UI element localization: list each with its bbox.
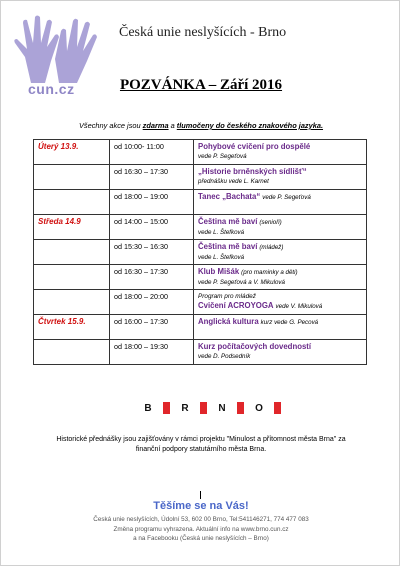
- intro-part1: Všechny akce jsou: [78, 121, 143, 130]
- schedule-activity: [194, 265, 367, 290]
- schedule-time: od 15:30 – 16:30: [110, 240, 194, 265]
- schedule-day: [34, 190, 110, 215]
- schedule-time: od 18:00 – 19:30: [110, 340, 194, 365]
- schedule-day: [34, 165, 110, 190]
- intro-part2: a: [168, 121, 177, 130]
- footer-line-website: Změna programu vyhrazena. Aktuální info na www.brno.cun.cz: [113, 525, 289, 533]
- activity-leader-line: [198, 151, 362, 161]
- activity-audience: (senioři): [259, 219, 282, 226]
- activity-leader: vede L. Štefková: [198, 229, 245, 236]
- activity-line: [198, 167, 362, 176]
- page-title: POZVÁNKA – Září 2016: [119, 77, 283, 93]
- footer-contact: [1, 515, 400, 544]
- activity-leader-line: [198, 227, 362, 237]
- schedule-row: [34, 265, 367, 290]
- activity-leader: vede P. Segeťová a V. Mikulová: [198, 279, 285, 286]
- activity-line: [198, 301, 362, 311]
- brno-letter: B: [144, 402, 152, 414]
- hands-logo-icon: [11, 13, 103, 85]
- schedule-time: od 18:00 – 19:00: [110, 190, 194, 215]
- schedule-activity: [194, 315, 367, 340]
- schedule-activity: [194, 215, 367, 240]
- activity-title: Čeština mě baví: [198, 217, 258, 226]
- activity-title: Anglická kultura: [198, 317, 259, 326]
- schedule-row: [34, 290, 367, 315]
- activity-title: Čeština mě baví: [198, 242, 258, 251]
- activity-line: [198, 317, 362, 327]
- schedule-row: [34, 340, 367, 365]
- schedule-day: [34, 340, 110, 365]
- activity-title: Tanec „Bachata“: [198, 192, 261, 201]
- schedule-day: [34, 265, 110, 290]
- divider-mark: [200, 491, 201, 499]
- activity-line: [198, 142, 362, 151]
- schedule-time: od 10:00- 11:00: [110, 140, 194, 165]
- activity-leader-line: [198, 176, 362, 186]
- brno-bar: [274, 402, 281, 414]
- schedule-day: [34, 290, 110, 315]
- thanks-heading: Těšíme se na Vás!: [153, 500, 249, 512]
- organization-title: Česká unie neslyšících - Brno: [119, 25, 287, 40]
- schedule-row: [34, 240, 367, 265]
- brno-bar: [200, 402, 207, 414]
- activity-audience: (mládež): [259, 244, 284, 251]
- intro-free: zdarma: [142, 121, 169, 130]
- activity-leader: vede P. Segeťová: [198, 153, 247, 160]
- activity-line: [198, 242, 362, 252]
- activity-line: [198, 342, 362, 351]
- schedule-activity: [194, 240, 367, 265]
- schedule-row: [34, 140, 367, 165]
- activity-leader-line: [198, 351, 362, 361]
- schedule-day: Čtvrtek 15.9.: [34, 315, 110, 340]
- activity-title: Cvičení ACROYOGA: [198, 301, 274, 310]
- footer-line-address: Česká unie neslyšících, Údolní 53, 602 00 Brno, Tel:541146271, 774 477 083: [93, 516, 309, 523]
- schedule-row: [34, 165, 367, 190]
- schedule-activity: [194, 290, 367, 315]
- schedule-row: [34, 215, 367, 240]
- logo-text: cun.cz: [28, 81, 75, 97]
- brno-letter: O: [255, 402, 263, 414]
- schedule-activity: [194, 340, 367, 365]
- schedule-activity: [194, 190, 367, 215]
- brno-letter: R: [181, 402, 189, 414]
- brno-bar: [237, 402, 244, 414]
- schedule-time: od 14:00 – 15:00: [110, 215, 194, 240]
- brno-logo: [141, 399, 289, 417]
- activity-audience: (pro maminky a děti): [241, 269, 298, 276]
- schedule-activity: [194, 140, 367, 165]
- activity-title: Klub Mišák: [198, 267, 240, 276]
- schedule-day: Středa 14.9: [34, 215, 110, 240]
- activity-line: [198, 192, 362, 202]
- activity-leader: vede D. Podsedník: [198, 353, 251, 360]
- schedule-time: od 16:30 – 17:30: [110, 165, 194, 190]
- schedule-row: [34, 315, 367, 340]
- schedule-table: [33, 139, 367, 365]
- activity-program-note: Program pro mládež: [198, 293, 256, 300]
- activity-leader: vede V. Mikulová: [275, 303, 323, 310]
- intro-text: [1, 121, 400, 130]
- activity-title: Pohybové cvičení pro dospělé: [198, 142, 311, 151]
- footer-line-facebook: a na Facebooku (Česká unie neslyšících – Brno): [133, 535, 269, 542]
- activity-leader-line: [198, 252, 362, 262]
- schedule-row: [34, 190, 367, 215]
- activity-leader: přednášku vede L. Karnet: [198, 178, 269, 185]
- activity-line: [198, 267, 362, 277]
- activity-leader: kurz vede G. Pecová: [260, 319, 319, 326]
- brno-letter: N: [218, 402, 226, 414]
- activity-title: Kurz počítačových dovedností: [198, 342, 312, 351]
- project-note: Historické přednášky jsou zajišťovány v rámci projektu "Minulost a přítomnost města Brna" za finanční podpory statutárního města Brna.: [56, 436, 346, 453]
- schedule-activity: [194, 165, 367, 190]
- activity-leader-line: [198, 277, 362, 287]
- intro-interpretation: tlumočeny do českého znakového jazyka.: [176, 121, 324, 130]
- activity-title: „Historie brněnských sídlišť“: [198, 167, 307, 176]
- schedule-day: Úterý 13.9.: [34, 140, 110, 165]
- activity-line: [198, 217, 362, 227]
- activity-leader: vede P. Segeťová: [262, 194, 311, 201]
- schedule-time: od 18:00 – 20:00: [110, 290, 194, 315]
- activity-leader: vede L. Štefková: [198, 254, 245, 261]
- schedule-time: od 16:00 – 17:30: [110, 315, 194, 340]
- schedule-time: od 16:30 – 17:30: [110, 265, 194, 290]
- brno-bar: [163, 402, 170, 414]
- schedule-day: [34, 240, 110, 265]
